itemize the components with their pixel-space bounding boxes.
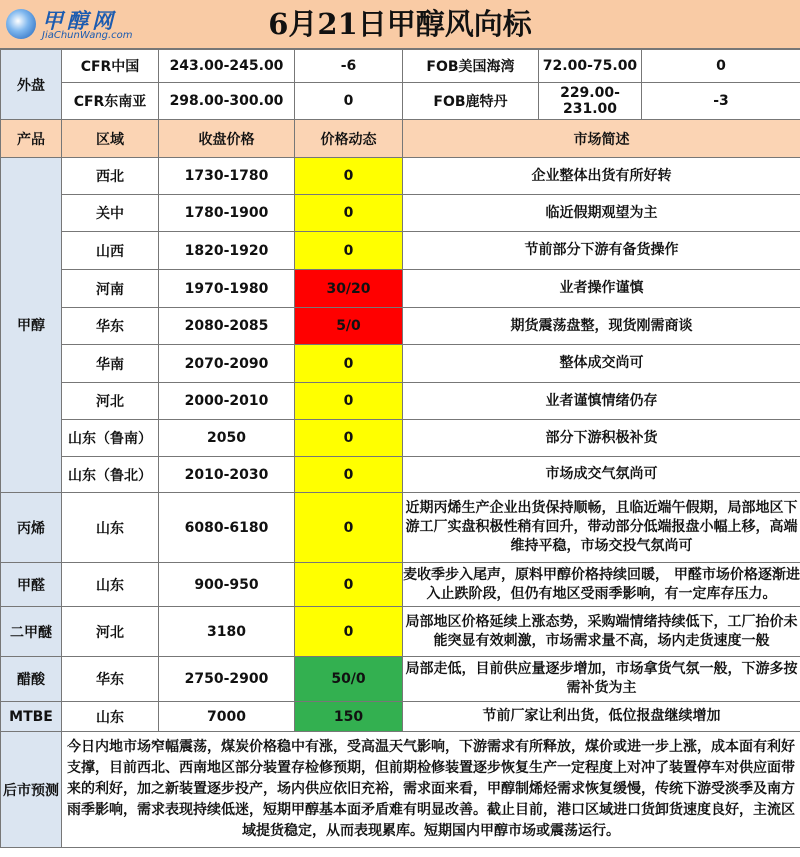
page-title: 6月21日甲醇风向标: [268, 7, 532, 41]
region-cell: 山东（鲁北）: [62, 457, 159, 493]
summary-cell: 整体成交尚可: [403, 345, 800, 383]
price-cell: 6080-6180: [159, 493, 295, 563]
outer-price: 72.00-75.00: [539, 50, 642, 83]
table-row: [1, 383, 800, 420]
table-row: [1, 195, 800, 232]
trend-cell: 5/0: [295, 308, 403, 345]
logo-en: JiaChunWang.com: [42, 30, 133, 41]
price-cell: 1820-1920: [159, 232, 295, 270]
table-row: [1, 158, 800, 195]
product-dme: 二甲醚: [1, 607, 62, 657]
region-cell: 关中: [62, 195, 159, 232]
summary-cell: 局部走低，目前供应量逐步增加，市场拿货气氛一般，下游多按需补货为主: [403, 657, 800, 702]
outer-change: -3: [642, 83, 800, 120]
header-price: 收盘价格: [159, 120, 295, 158]
table-row: [1, 270, 800, 308]
table-row: [1, 493, 800, 563]
price-cell: 3180: [159, 607, 295, 657]
price-cell: 2070-2090: [159, 345, 295, 383]
outer-price: 229.00-231.00: [539, 83, 642, 120]
region-cell: 山东: [62, 702, 159, 732]
trend-cell: 0: [295, 195, 403, 232]
region-cell: 华东: [62, 657, 159, 702]
forecast-label: 后市预测: [1, 732, 62, 848]
outer-change: 0: [642, 50, 800, 83]
table-row: [1, 607, 800, 657]
summary-cell: 临近假期观望为主: [403, 195, 800, 232]
trend-cell: 0: [295, 232, 403, 270]
region-cell: 山东: [62, 563, 159, 607]
table-row: [1, 232, 800, 270]
table-row: [1, 657, 800, 702]
summary-cell: 市场成交气氛尚可: [403, 457, 800, 493]
header-row: [1, 120, 800, 158]
region-cell: 河北: [62, 383, 159, 420]
price-cell: 1780-1900: [159, 195, 295, 232]
logo-cn: 甲醇网: [42, 8, 117, 33]
outer-label: 外盘: [1, 50, 62, 120]
region-cell: 华南: [62, 345, 159, 383]
trend-cell: 0: [295, 383, 403, 420]
summary-cell: 企业整体出货有所好转: [403, 158, 800, 195]
trend-cell: 0: [295, 457, 403, 493]
outer-change: -6: [295, 50, 403, 83]
trend-cell: 30/20: [295, 270, 403, 308]
price-table: [0, 49, 800, 848]
outer-row: [1, 83, 800, 120]
summary-cell: 部分下游积极补货: [403, 420, 800, 457]
summary-cell: 业者操作谨慎: [403, 270, 800, 308]
product-propylene: 丙烯: [1, 493, 62, 563]
trend-cell: 0: [295, 563, 403, 607]
summary-cell: 业者谨慎情绪仍存: [403, 383, 800, 420]
trend-cell: 0: [295, 493, 403, 563]
product-acetic-acid: 醋酸: [1, 657, 62, 702]
summary-cell: 近期丙烯生产企业出货保持顺畅，且临近端午假期，局部地区下游工厂实盘积极性稍有回升，带动部分低端报盘小幅上移，高端维持平稳，市场交投气氛尚可: [403, 493, 800, 563]
outer-name: CFR东南亚: [62, 83, 159, 120]
price-cell: 7000: [159, 702, 295, 732]
table-row: [1, 457, 800, 493]
table-row: [1, 420, 800, 457]
outer-name: CFR中国: [62, 50, 159, 83]
trend-cell: 0: [295, 158, 403, 195]
outer-price: 243.00-245.00: [159, 50, 295, 83]
price-cell: 1730-1780: [159, 158, 295, 195]
outer-name: FOB美国海湾: [403, 50, 539, 83]
region-cell: 华东: [62, 308, 159, 345]
outer-name: FOB鹿特丹: [403, 83, 539, 120]
summary-cell: 麦收季步入尾声，原料甲醇价格持续回暖， 甲醛市场价格逐渐进入止跌阶段，但仍有地区受雨季影响，有一定库存压力。: [403, 563, 800, 607]
table-row: [1, 702, 800, 732]
price-cell: 2050: [159, 420, 295, 457]
price-cell: 900-950: [159, 563, 295, 607]
header-trend: 价格动态: [295, 120, 403, 158]
trend-cell: 50/0: [295, 657, 403, 702]
price-cell: 2000-2010: [159, 383, 295, 420]
table-row: [1, 345, 800, 383]
summary-cell: 局部地区价格延续上涨态势，采购端情绪持续低下，工厂抬价未能突显有效刺激，市场需求量不高，场内走货速度一般: [403, 607, 800, 657]
title-bar: [0, 0, 800, 49]
outer-row: [1, 50, 800, 83]
product-methanol: 甲醇: [1, 158, 62, 493]
region-cell: 山东（鲁南）: [62, 420, 159, 457]
summary-cell: 节前厂家让利出货，低位报盘继续增加: [403, 702, 800, 732]
summary-cell: 节前部分下游有备货操作: [403, 232, 800, 270]
region-cell: 河南: [62, 270, 159, 308]
price-cell: 2080-2085: [159, 308, 295, 345]
outer-change: 0: [295, 83, 403, 120]
price-cell: 2750-2900: [159, 657, 295, 702]
region-cell: 山东: [62, 493, 159, 563]
product-formaldehyde: 甲醛: [1, 563, 62, 607]
header-product: 产品: [1, 120, 62, 158]
forecast-row: [1, 732, 800, 848]
price-cell: 1970-1980: [159, 270, 295, 308]
region-cell: 西北: [62, 158, 159, 195]
trend-cell: 150: [295, 702, 403, 732]
region-cell: 山西: [62, 232, 159, 270]
header-summary: 市场简述: [403, 120, 800, 158]
header-region: 区域: [62, 120, 159, 158]
region-cell: 河北: [62, 607, 159, 657]
forecast-text: 今日内地市场窄幅震荡，煤炭价格稳中有涨，受高温天气影响，下游需求有所释放，煤价或进一步上涨，成本面有利好支撑，目前西北、西南地区部分装置存检修预期，但前期检修装置逐步恢复生产一定程度上对冲了装置停车对供应面带来的利好，加之新装置逐步投产，场内供应依旧充裕，需求面来看，甲醇制烯烃需求恢复缓慢，传统下游受淡季及南方雨季影响，需求表现持续低迷，短期甲醇基本面矛盾难有明显改善。截止目前，港口区域进口货卸货速度良好，主流区域提货稳定，从而表现累库。短期国内甲醇市场或震荡运行。: [62, 732, 800, 848]
summary-cell: 期货震荡盘整，现货刚需商谈: [403, 308, 800, 345]
table-row: [1, 563, 800, 607]
trend-cell: 0: [295, 607, 403, 657]
product-mtbe: MTBE: [1, 702, 62, 732]
trend-cell: 0: [295, 420, 403, 457]
price-cell: 2010-2030: [159, 457, 295, 493]
trend-cell: 0: [295, 345, 403, 383]
table-row: [1, 308, 800, 345]
outer-price: 298.00-300.00: [159, 83, 295, 120]
